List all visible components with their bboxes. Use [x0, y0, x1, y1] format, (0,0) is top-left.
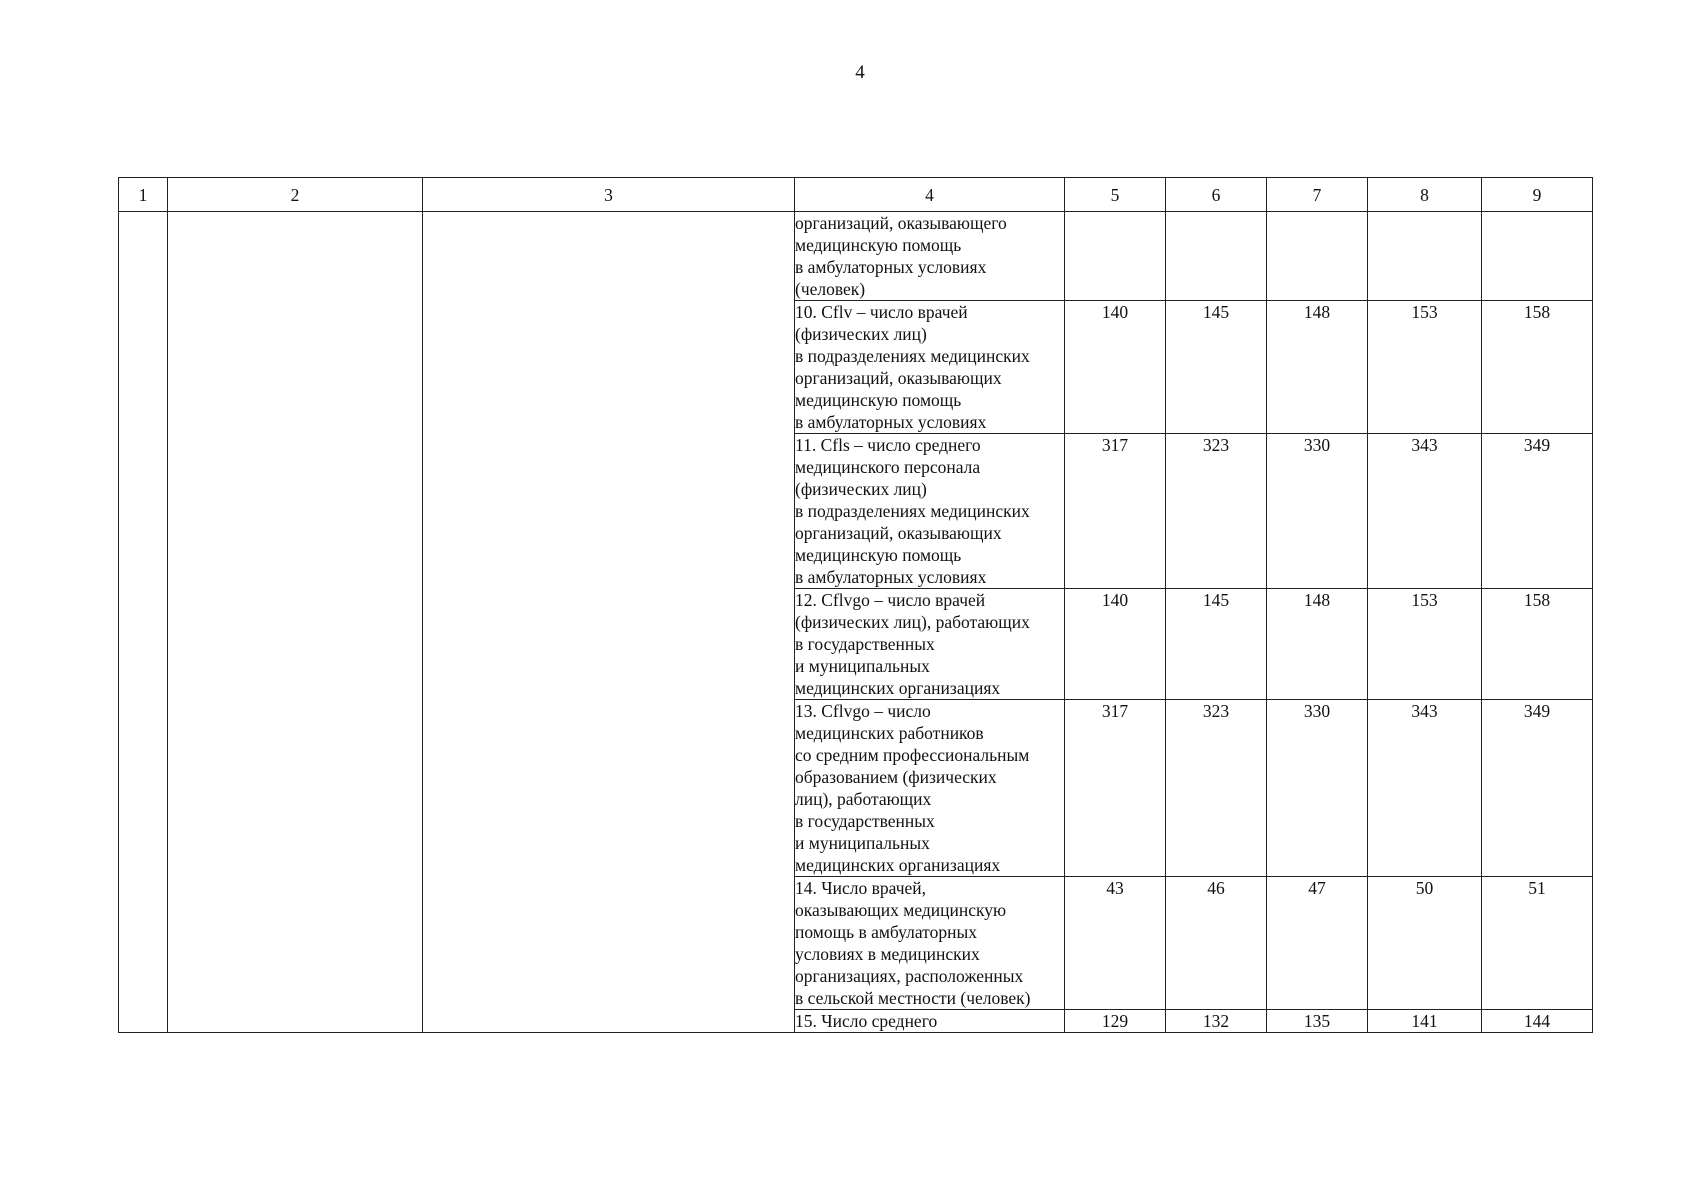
- column-header: 8: [1368, 178, 1482, 212]
- description-line: медицинского персонала: [795, 457, 981, 477]
- value-cell: 323: [1166, 700, 1267, 877]
- column-header: 1: [119, 178, 168, 212]
- value-cell: 349: [1482, 434, 1593, 589]
- value-cell: [1166, 212, 1267, 301]
- value-cell: 140: [1065, 301, 1166, 434]
- column-header: 5: [1065, 178, 1166, 212]
- value-cell: 330: [1267, 700, 1368, 877]
- description-line: медицинскую помощь: [795, 545, 962, 565]
- value-cell: 330: [1267, 434, 1368, 589]
- column-header: 7: [1267, 178, 1368, 212]
- value-cell: 343: [1368, 700, 1482, 877]
- indicators-table: [118, 177, 1593, 1033]
- value-cell: 43: [1065, 877, 1166, 1010]
- description-line: в амбулаторных условиях: [795, 567, 987, 587]
- description-line: организаций, оказывающих: [795, 523, 1002, 543]
- value-cell: 148: [1267, 589, 1368, 700]
- value-cell: 158: [1482, 301, 1593, 434]
- value-cell: 158: [1482, 589, 1593, 700]
- indicator-description: [795, 1010, 1065, 1033]
- value-cell: 46: [1166, 877, 1267, 1010]
- value-cell: 144: [1482, 1010, 1593, 1033]
- value-cell: [1368, 212, 1482, 301]
- description-line: (физических лиц): [795, 479, 927, 499]
- description-line: в государственных: [795, 811, 935, 831]
- description-line: помощь в амбулаторных: [795, 922, 977, 942]
- description-line: в сельской местности (человек): [795, 988, 1031, 1008]
- value-cell: 349: [1482, 700, 1593, 877]
- indicator-description: [795, 877, 1065, 1010]
- value-cell: [1482, 212, 1593, 301]
- value-cell: 50: [1368, 877, 1482, 1010]
- description-line: медицинских организациях: [795, 678, 1001, 698]
- description-line: медицинских организациях: [795, 855, 1001, 875]
- value-cell: 141: [1368, 1010, 1482, 1033]
- description-line: и муниципальных: [795, 833, 930, 853]
- value-cell: [1065, 212, 1166, 301]
- column-header: 2: [168, 178, 423, 212]
- description-line: (человек): [795, 279, 866, 299]
- description-line: оказывающих медицинскую: [795, 900, 1007, 920]
- value-cell: 135: [1267, 1010, 1368, 1033]
- column-header: 9: [1482, 178, 1593, 212]
- description-line: организаций, оказывающих: [795, 368, 1002, 388]
- indicator-description: [795, 212, 1065, 301]
- value-cell: 145: [1166, 301, 1267, 434]
- description-line: 14. Число врачей,: [795, 878, 927, 898]
- value-cell: 132: [1166, 1010, 1267, 1033]
- description-line: условиях в медицинских: [795, 944, 980, 964]
- value-cell: [1267, 212, 1368, 301]
- description-line: в государственных: [795, 634, 935, 654]
- page-number: 4: [855, 62, 865, 83]
- indicator-description: [795, 589, 1065, 700]
- value-cell: 343: [1368, 434, 1482, 589]
- value-cell: 153: [1368, 589, 1482, 700]
- column-3-cell: [423, 212, 795, 1033]
- indicator-description: [795, 700, 1065, 877]
- description-line: 10. Cflv – число врачей: [795, 302, 968, 322]
- value-cell: 317: [1065, 700, 1166, 877]
- description-line: лиц), работающих: [795, 789, 932, 809]
- column-header: 6: [1166, 178, 1267, 212]
- value-cell: 317: [1065, 434, 1166, 589]
- description-line: (физических лиц), работающих: [795, 612, 1030, 632]
- indicator-description: [795, 434, 1065, 589]
- description-line: образованием (физических: [795, 767, 997, 787]
- value-cell: 323: [1166, 434, 1267, 589]
- description-line: в подразделениях медицинских: [795, 346, 1030, 366]
- value-cell: 140: [1065, 589, 1166, 700]
- header-row: [119, 178, 1593, 212]
- description-line: организациях, расположенных: [795, 966, 1024, 986]
- indicator-description: [795, 301, 1065, 434]
- description-line: (физических лиц): [795, 324, 927, 344]
- column-2-cell: [168, 212, 423, 1033]
- value-cell: 129: [1065, 1010, 1166, 1033]
- description-line: 12. Cflvgo – число врачей: [795, 590, 986, 610]
- value-cell: 153: [1368, 301, 1482, 434]
- description-line: в амбулаторных условиях: [795, 257, 987, 277]
- description-line: 11. Cfls – число среднего: [795, 435, 981, 455]
- description-line: медицинскую помощь: [795, 235, 962, 255]
- value-cell: 51: [1482, 877, 1593, 1010]
- description-line: 15. Число среднего: [795, 1011, 938, 1031]
- column-header: 4: [795, 178, 1065, 212]
- description-line: со средним профессиональным: [795, 745, 1030, 765]
- column-header: 3: [423, 178, 795, 212]
- description-line: медицинских работников: [795, 723, 984, 743]
- description-line: и муниципальных: [795, 656, 930, 676]
- value-cell: 145: [1166, 589, 1267, 700]
- description-line: организаций, оказывающего: [795, 213, 1007, 233]
- table-row: [119, 212, 1593, 301]
- description-line: 13. Cflvgo – число: [795, 701, 931, 721]
- description-line: в подразделениях медицинских: [795, 501, 1030, 521]
- description-line: медицинскую помощь: [795, 390, 962, 410]
- description-line: в амбулаторных условиях: [795, 412, 987, 432]
- column-1-cell: [119, 212, 168, 1033]
- value-cell: 47: [1267, 877, 1368, 1010]
- value-cell: 148: [1267, 301, 1368, 434]
